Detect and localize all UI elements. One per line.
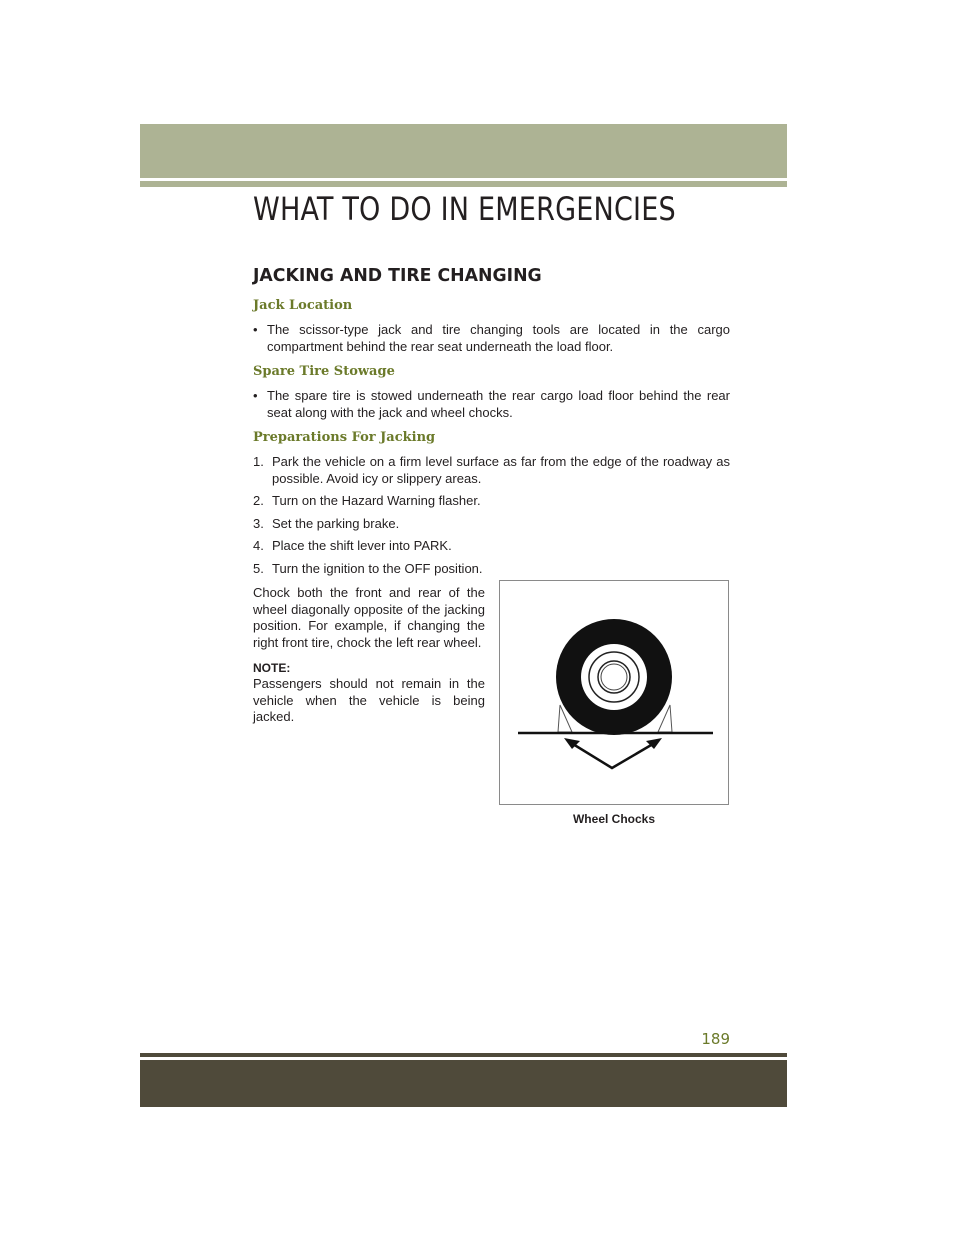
page-number: 189 bbox=[701, 1030, 730, 1048]
step-text: Park the vehicle on a firm level surface as far from the edge of the roadway as possible. Avoid icy or slippery areas. bbox=[272, 454, 730, 486]
step-text: Turn on the Hazard Warning flasher. bbox=[272, 493, 481, 508]
step-item bbox=[253, 538, 730, 555]
wheel-chocks-figure bbox=[499, 580, 729, 805]
spare-tire-bullet bbox=[253, 388, 730, 421]
step-number: 4. bbox=[253, 538, 264, 553]
jack-location-bullet bbox=[253, 322, 730, 355]
bullet-dot: • bbox=[253, 322, 258, 337]
note-label: NOTE: bbox=[253, 661, 291, 675]
jack-location-text: The scissor-type jack and tire changing tools are located in the cargo compartment behind the rear seat underneath the load floor. bbox=[267, 322, 730, 354]
wheel-rim bbox=[581, 644, 647, 710]
spare-tire-text: The spare tire is stowed underneath the rear cargo load floor behind the rear seat along with the jack and wheel chocks. bbox=[267, 388, 730, 420]
header-band bbox=[140, 124, 787, 178]
step-item bbox=[253, 516, 730, 533]
wheel-chocks-illustration bbox=[500, 581, 730, 806]
bullet-dot: • bbox=[253, 388, 258, 403]
footer-band bbox=[140, 1060, 787, 1107]
step-text: Place the shift lever into PARK. bbox=[272, 538, 452, 553]
step-item bbox=[253, 561, 493, 578]
step-number: 3. bbox=[253, 516, 264, 531]
step-text: Set the parking brake. bbox=[272, 516, 400, 531]
chock-paragraph: Chock both the front and rear of the wheel diagonally opposite of the jacking position. For example, if changing the right front tire, chock the left rear wheel. bbox=[253, 585, 485, 650]
footer-rule bbox=[140, 1053, 787, 1057]
jack-location-heading: Jack Location bbox=[253, 298, 353, 313]
step-item bbox=[253, 454, 730, 487]
note-text: Passengers should not remain in the vehicle when the vehicle is being jacked. bbox=[253, 676, 485, 724]
chapter-title: WHAT TO DO IN EMERGENCIES bbox=[253, 190, 676, 228]
step-number: 1. bbox=[253, 454, 264, 469]
section-title: JACKING AND TIRE CHANGING bbox=[253, 265, 542, 286]
preparations-heading: Preparations For Jacking bbox=[253, 430, 436, 445]
header-rule bbox=[140, 181, 787, 187]
step-text: Turn the ignition to the OFF position. bbox=[272, 561, 483, 576]
step-number: 2. bbox=[253, 493, 264, 508]
step-item bbox=[253, 493, 730, 510]
step-number: 5. bbox=[253, 561, 264, 576]
spare-tire-heading: Spare Tire Stowage bbox=[253, 364, 395, 379]
arrow-lines bbox=[568, 741, 658, 768]
figure-caption: Wheel Chocks bbox=[572, 812, 656, 826]
